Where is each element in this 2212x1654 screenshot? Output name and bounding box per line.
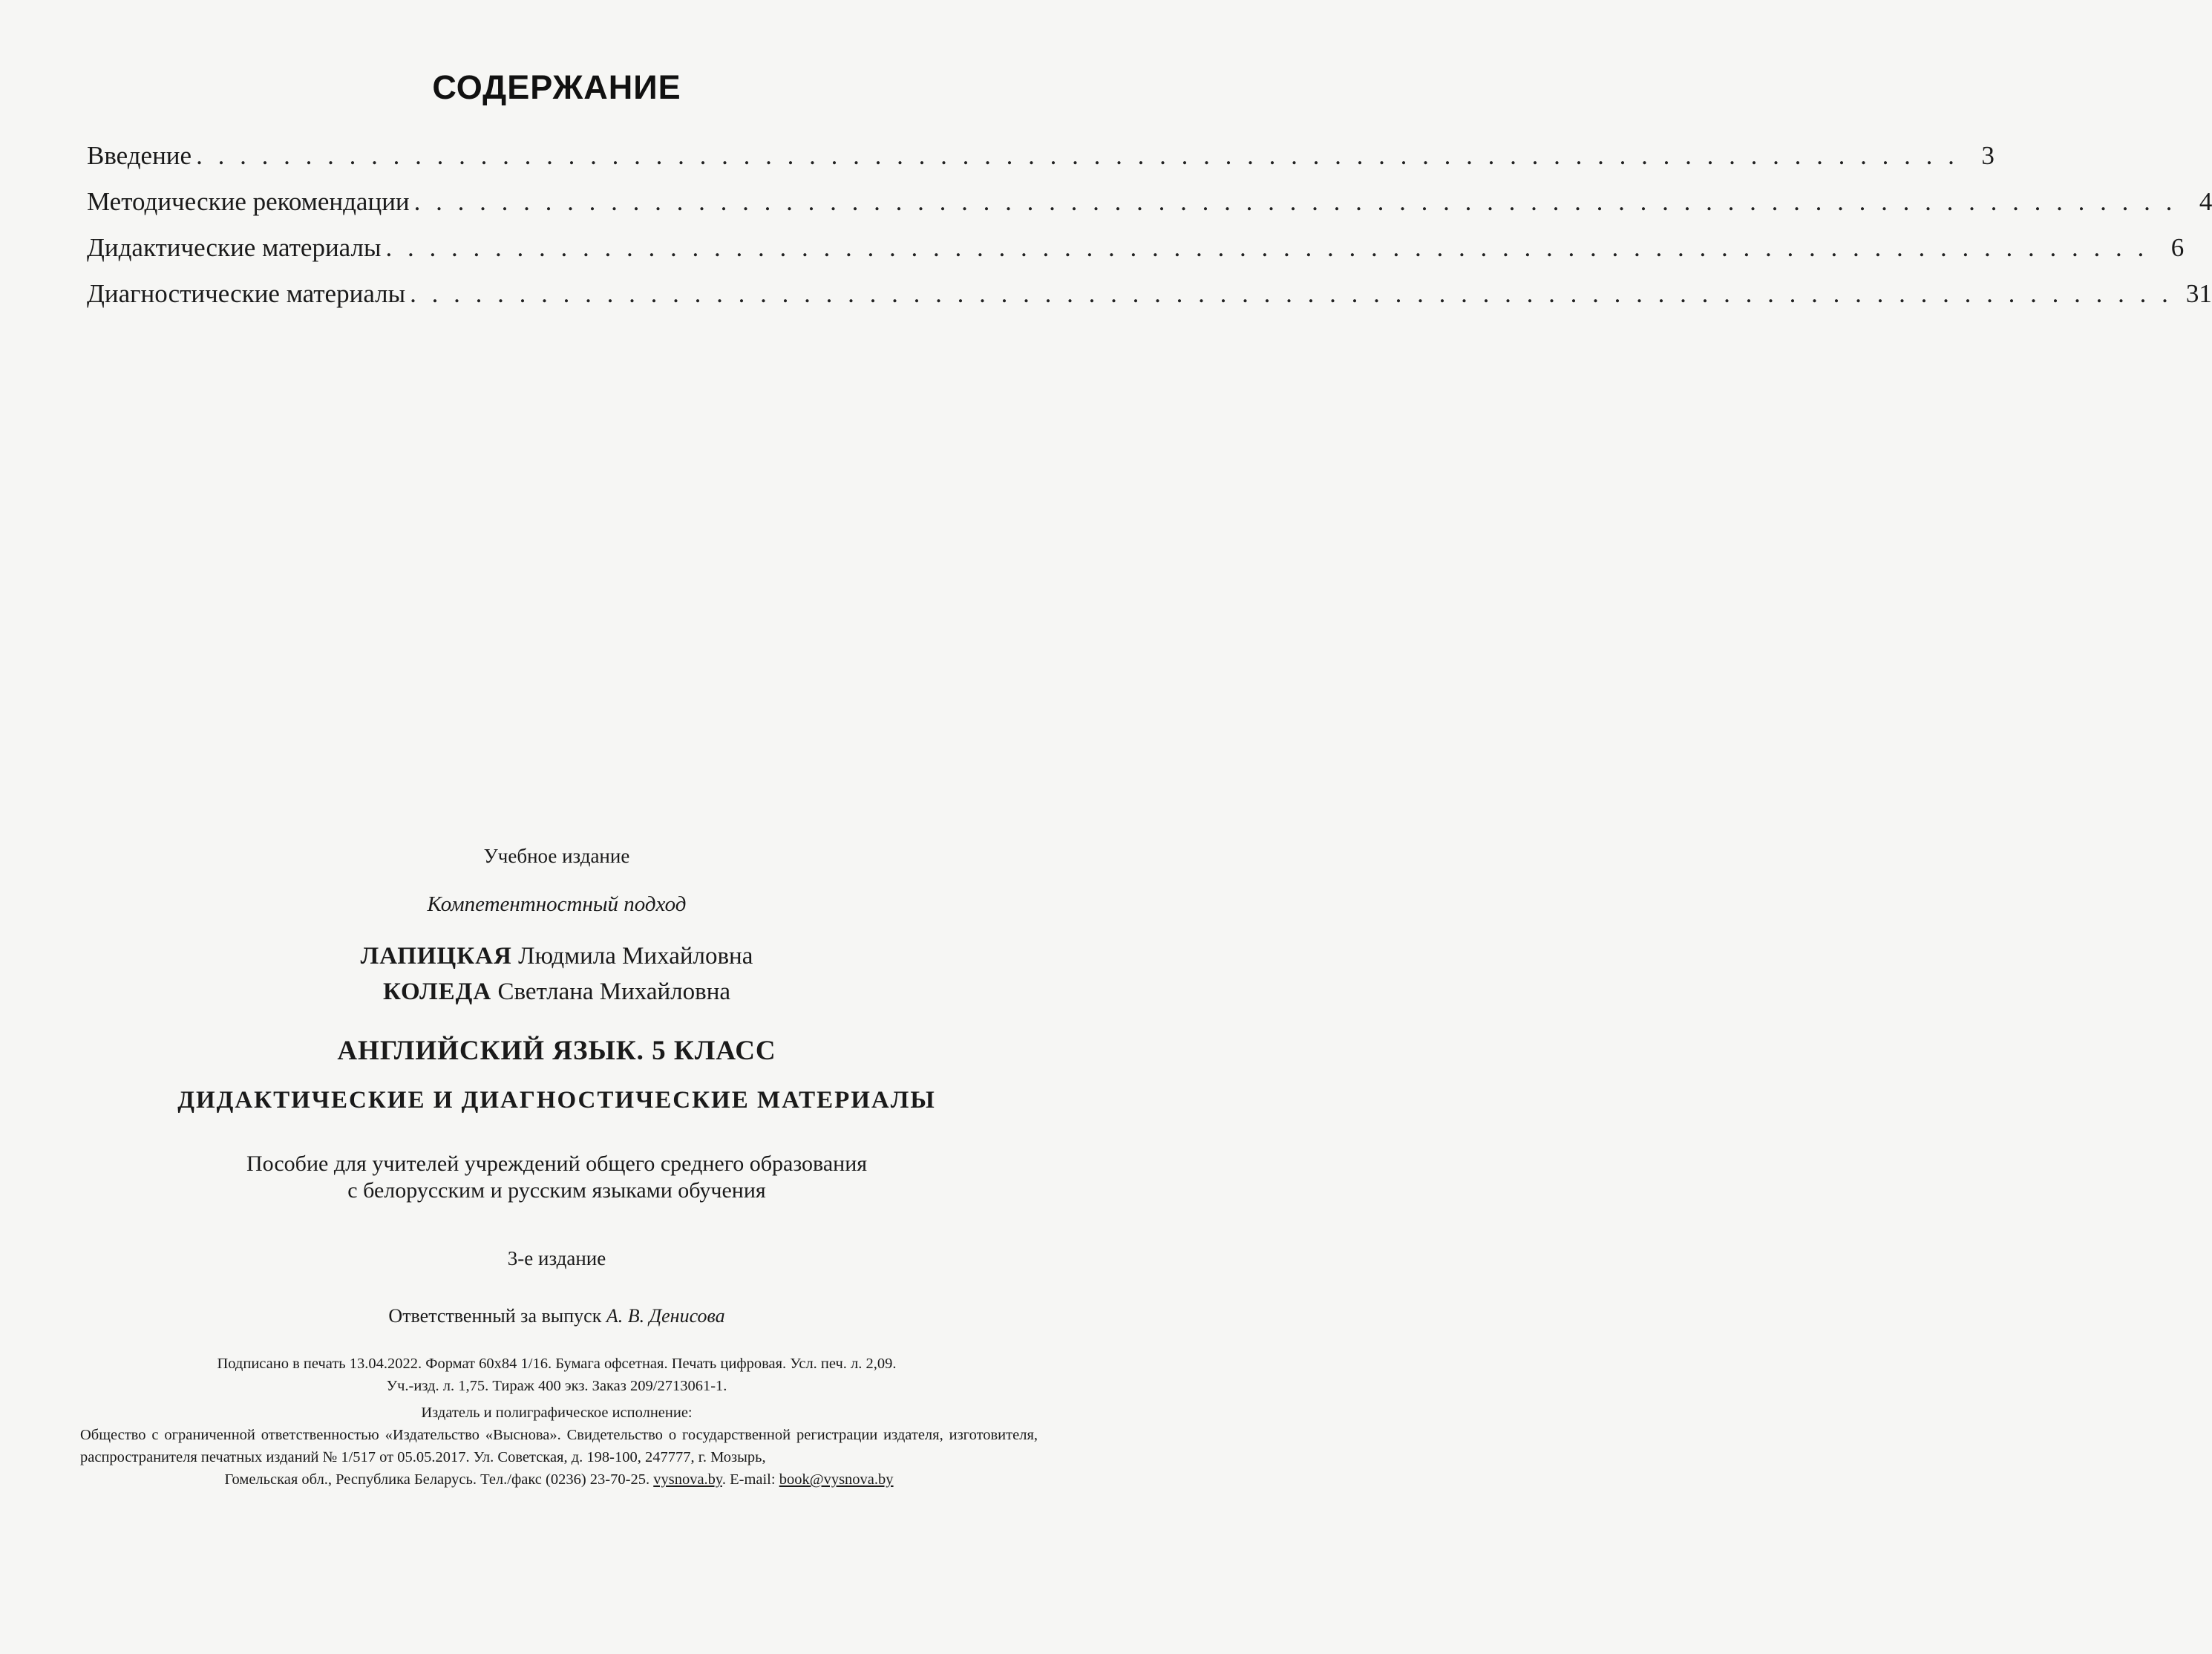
book-subtitle: ДИДАКТИЧЕСКИЕ И ДИАГНОСТИЧЕСКИЕ МАТЕРИАЛЫ — [177, 1087, 936, 1114]
description-line: с белорусским и русским языками обучения — [347, 1178, 766, 1203]
publisher-address: Гомельская обл., Республика Беларусь. Тел./факс (0236) 23-70-25. — [224, 1471, 650, 1488]
series-name: Компетентностный подход — [427, 892, 687, 916]
table-of-contents — [87, 141, 2212, 325]
description-line: Пособие для учителей учреждений общего среднего образования — [246, 1151, 868, 1176]
toc-entry — [87, 141, 1995, 187]
print-line: Подписано в печать 13.04.2022. Формат 60x84 1/16. Бумага офсетная. Печать цифровая. Усл. печ. л. 2,09. — [217, 1356, 897, 1372]
publisher-heading: Издатель и полиграфическое исполнение: — [421, 1405, 693, 1421]
email-link[interactable]: book@vysnova.by — [779, 1471, 894, 1488]
toc-entry-page: 3 — [1981, 141, 1995, 170]
website-link[interactable]: vysnova.by — [653, 1471, 722, 1488]
edition: 3-е издание — [507, 1247, 606, 1269]
toc-entry-page: 4 — [2199, 187, 2212, 216]
toc-entry-label: Методические рекомендации — [87, 187, 410, 216]
responsible-label: Ответственный за выпуск — [388, 1305, 602, 1327]
author-name: Светлана Михайловна — [497, 978, 731, 1005]
publication-kind: Учебное издание — [483, 845, 630, 867]
author-surname: КОЛЕДА — [382, 978, 492, 1005]
publisher-details — [80, 1424, 1038, 1491]
toc-entry-label: Введение — [87, 141, 192, 170]
toc-entry-page: 31 — [2185, 279, 2212, 308]
toc-leader-dots: . . . . . . . . . . . . . . . . . . . . . . . . . . . . . . . . . . . . . . . . . . . . . . . . . . . . . . . . . . . . . . . . . . . . . . . . . . . . . . . . . — [385, 233, 2149, 262]
toc-entry — [87, 187, 2212, 233]
toc-entry-page: 6 — [2170, 233, 2185, 262]
toc-entry — [87, 233, 2185, 279]
author-surname: ЛАПИЦКАЯ — [360, 943, 512, 970]
responsible-editor — [0, 1305, 1113, 1327]
contents-title: СОДЕРЖАНИЕ — [432, 68, 681, 106]
print-details — [0, 1353, 1113, 1397]
email-label: E-mail: — [730, 1471, 776, 1488]
book-description — [0, 1151, 1113, 1204]
toc-entry-label: Дидактические материалы — [87, 233, 382, 262]
author — [0, 978, 1113, 1006]
publisher-contact-line: Гомельская обл., Республика Беларусь. Тел./факс (0236) 23-70-25. vysnova.by. E-mail: book@vysnova.by — [224, 1471, 894, 1488]
print-line: Уч.-изд. л. 1,75. Тираж 400 экз. Заказ 209/2713061-1. — [386, 1378, 727, 1394]
book-title: АНГЛИЙСКИЙ ЯЗЫК. 5 КЛАСС — [337, 1036, 776, 1066]
author — [0, 943, 1113, 970]
toc-leader-dots: . . . . . . . . . . . . . . . . . . . . . . . . . . . . . . . . . . . . . . . . . . . . . . . . . . . . . . . . . . . . . . . . . . . . . . . . . . . . . . . . . — [196, 141, 1959, 170]
toc-entry-label: Диагностические материалы — [87, 279, 406, 308]
publisher-text: Общество с ограниченной ответственностью «Издательство «Выснова». Свидетельство о государственной регистрации издателя, изготовителя, распространителя печатных изданий № 1/517 от 05.05.2017. Ул. Советская, д. 198-100, 247777, г. Мозырь, — [80, 1427, 1038, 1465]
toc-leader-dots: . . . . . . . . . . . . . . . . . . . . . . . . . . . . . . . . . . . . . . . . . . . . . . . . . . . . . . . . . . . . . . . . . . . . . . . . . . . . . . . . . — [410, 279, 2173, 308]
author-name: Людмила Михайловна — [518, 943, 753, 970]
toc-entry — [87, 279, 2212, 325]
responsible-name: А. В. Денисова — [606, 1305, 725, 1327]
toc-leader-dots: . . . . . . . . . . . . . . . . . . . . . . . . . . . . . . . . . . . . . . . . . . . . . . . . . . . . . . . . . . . . . . . . . . . . . . . . . . . . . . . . . — [413, 187, 2177, 216]
